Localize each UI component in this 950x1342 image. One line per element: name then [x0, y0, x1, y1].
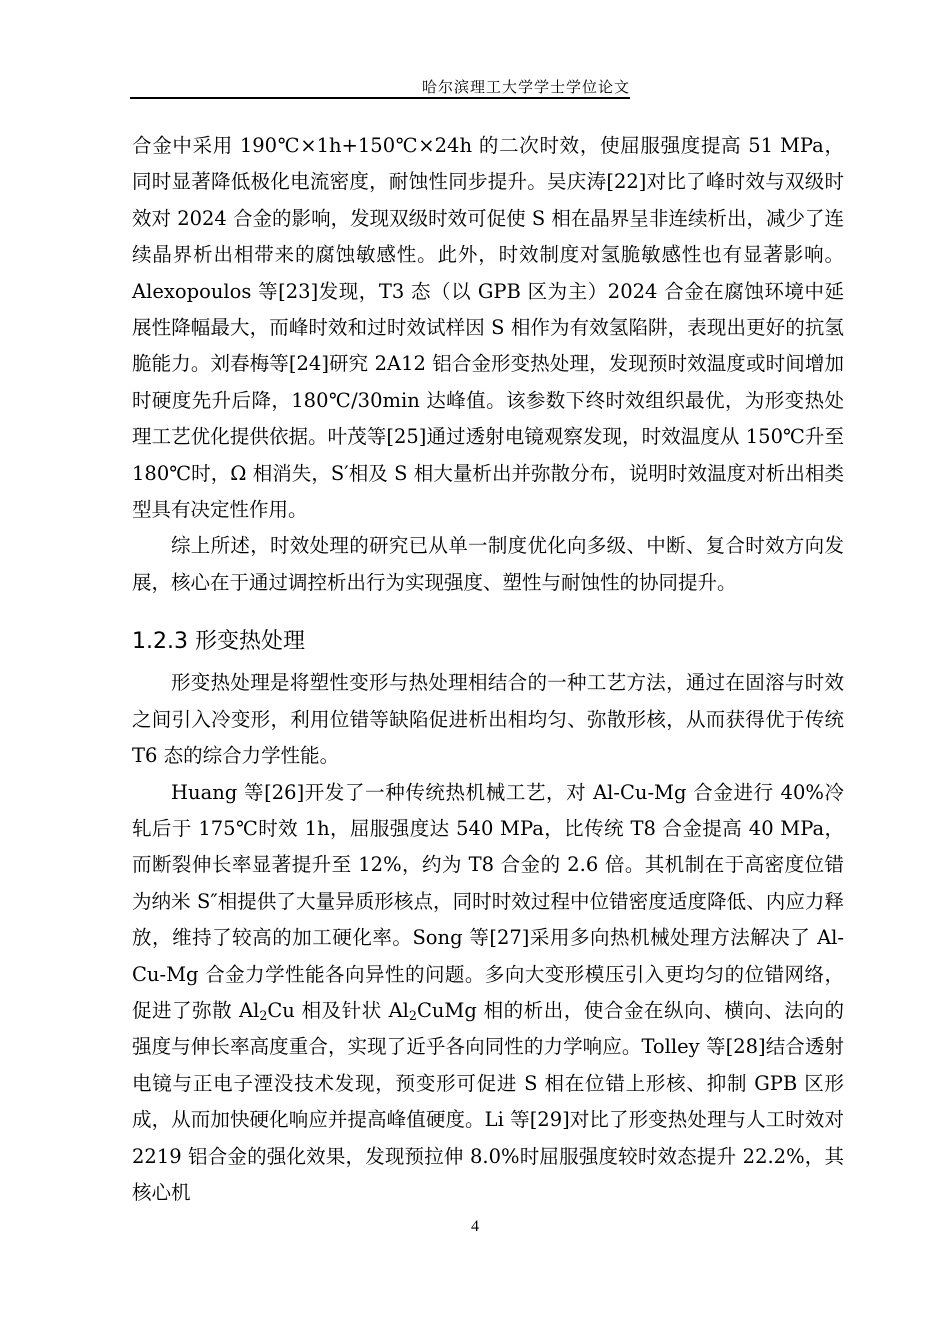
text-run: CuMg 相的析出，使合金在纵向、横向、法向的强度与伸长率高度重合，实现了近乎各向同性的力学响应。Tolley 等[28]结合透射电镜与正电子湮没技术发现，预变形可促进 S 相在位错上形核、抑制 GPB 区形成，从而加快硬化响应并提高峰值硬度。Li 等[29]对比了形变热处理与人工时效对 2219 铝合金的强化效果，发现预拉伸 8.0%时屈服强度较时效态提升 22.2%，其核心机 [132, 998, 844, 1204]
body-text [132, 128, 844, 1211]
paragraph-tmt-intro: 形变热处理是将塑性变形与热处理相结合的一种工艺方法，通过在固溶与时效之间引入冷变形，利用位错等缺陷促进析出相均匀、弥散形核，从而获得优于传统 T6 态的综合力学性能。 [132, 671, 844, 768]
text-run: Huang 等[26]开发了一种传统热机械工艺，对 Al-Cu-Mg 合金进行 40%冷轧后于 175℃时效 1h，屈服强度达 540 MPa，比传统 T8 合金提高 40 MPa，而断裂伸长率显著提升至 12%，约为 T8 合金的 2.6 倍。其机制在于高密度位错为纳米 S″相提供了大量异质形核点，同时时效过程中位错密度适度降低、内应力释放，维持了较高的加工硬化率。Song 等[27]采用多向热机械处理方法解决了 Al-Cu-Mg 合金力学性能各向异性的问题。多向大变形模压引入更均匀的位错网络，促进了弥散 Al [132, 780, 844, 1022]
running-header: 哈尔滨理工大学学士学位论文 [421, 78, 630, 96]
subscript: 2 [259, 1008, 268, 1024]
text-run: Cu 相及针状 Al [267, 998, 409, 1022]
header-rule [130, 97, 630, 99]
page-number: 4 [471, 1218, 479, 1235]
paragraph-aging-summary: 综上所述，时效处理的研究已从单一制度优化向多级、中断、复合时效方向发展，核心在于通过调控析出行为实现强度、塑性与耐蚀性的协同提升。 [132, 534, 844, 594]
paragraph-tmt-studies [132, 775, 844, 1212]
subscript: 2 [408, 1008, 417, 1024]
section-heading: 1.2.3 形变热处理 [132, 629, 305, 655]
paragraph-aging-continued: 合金中采用 190℃×1h+150℃×24h 的二次时效，使屈服强度提高 51 MPa，同时显著降低极化电流密度，耐蚀性同步提升。吴庆涛[22]对比了峰时效与双级时效对 2024 合金的影响，发现双级时效可促使 S 相在晶界呈非连续析出，减少了连续晶界析出相带来的腐蚀敏感性。此外，时效制度对氢脆敏感性也有显著影响。Alexopoulos 等[23]发现，T3 态（以 GPB 区为主）2024 合金在腐蚀环境中延展性降幅最大，而峰时效和过时效试样因 S 相作为有效氢陷阱，表现出更好的抗氢脆能力。刘春梅等[24]研究 2A12 铝合金形变热处理，发现预时效温度或时间增加时硬度先升后降，180℃/30min 达峰值。该参数下终时效组织最优，为形变热处理工艺优化提供依据。叶茂等[25]通过透射电镜观察发现，时效温度从 150℃升至 180℃时，Ω 相消失，S′相及 S 相大量析出并弥散分布，说明时效温度对析出相类型具有决定性作用。 [132, 134, 844, 522]
